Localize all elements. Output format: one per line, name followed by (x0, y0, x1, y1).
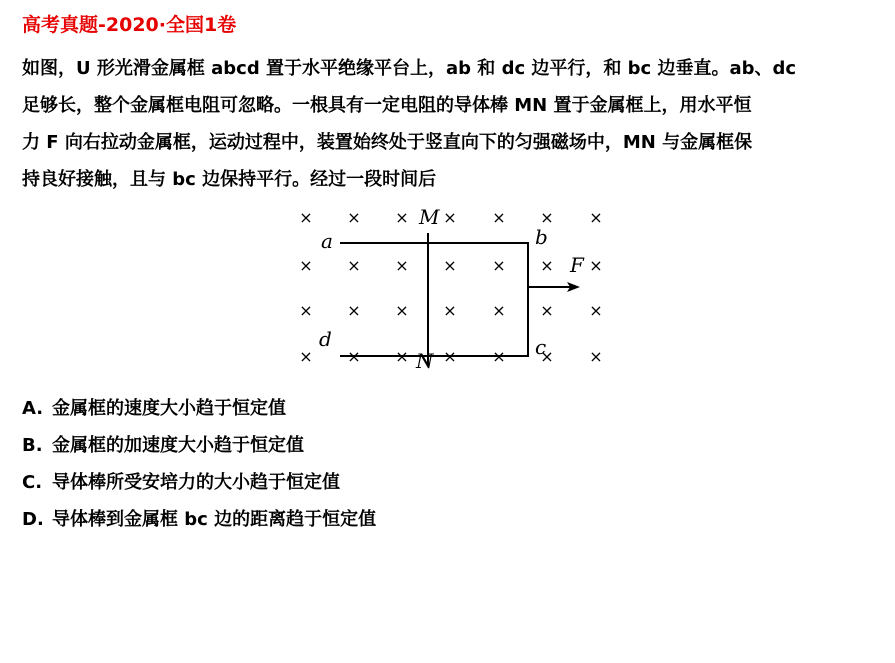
field-cross: × (395, 208, 409, 227)
label-b: b (535, 225, 548, 249)
field-cross: × (347, 208, 361, 227)
option-a[interactable] (22, 390, 376, 427)
field-cross: × (299, 347, 313, 366)
field-cross: × (443, 256, 457, 275)
field-cross: × (540, 208, 554, 227)
field-cross: × (299, 208, 313, 227)
circuit-diagram (290, 196, 620, 376)
option-c[interactable] (22, 464, 376, 501)
field-cross: × (395, 347, 409, 366)
option-text: 导体棒所受安培力的大小趋于恒定值 (52, 472, 340, 493)
option-letter: B. (22, 435, 43, 456)
label-f: F (570, 253, 584, 277)
question-stem (22, 50, 882, 198)
field-cross: × (589, 347, 603, 366)
stem-line: 持良好接触，且与 bc 边保持平行。经过一段时间后 (22, 169, 437, 190)
stem-line: 如图，U 形光滑金属框 abcd 置于水平绝缘平台上，ab 和 dc 边平行，和 bc 边垂直。ab、dc (22, 58, 797, 79)
field-cross: × (540, 347, 554, 366)
option-d[interactable] (22, 501, 376, 538)
stem-line: 足够长，整个金属框电阻可忽略。一根具有一定电阻的导体棒 MN 置于金属框上，用水平恒 (22, 95, 752, 116)
label-m: M (419, 205, 440, 229)
field-cross: × (492, 347, 506, 366)
field-cross: × (395, 256, 409, 275)
option-letter: D. (22, 509, 44, 530)
field-cross: × (299, 256, 313, 275)
field-cross: × (443, 347, 457, 366)
field-cross: × (492, 301, 506, 320)
field-cross: × (347, 347, 361, 366)
field-cross: × (492, 208, 506, 227)
option-b[interactable] (22, 427, 376, 464)
label-a: a (321, 229, 333, 253)
option-letter: A. (22, 398, 44, 419)
field-cross: × (492, 256, 506, 275)
field-cross: × (589, 301, 603, 320)
field-cross: × (347, 256, 361, 275)
field-cross: × (540, 256, 554, 275)
field-cross: × (589, 208, 603, 227)
field-cross: × (395, 301, 409, 320)
option-letter: C. (22, 472, 43, 493)
field-cross: × (589, 256, 603, 275)
answer-options (22, 390, 376, 538)
option-text: 导体棒到金属框 bc 边的距离趋于恒定值 (52, 509, 377, 530)
label-d: d (319, 327, 332, 351)
field-cross: × (443, 208, 457, 227)
field-cross: × (299, 301, 313, 320)
label-c: c (535, 335, 547, 359)
field-cross: × (443, 301, 457, 320)
option-text: 金属框的加速度大小趋于恒定值 (52, 435, 304, 456)
field-cross: × (540, 301, 554, 320)
question-title: 高考真题-2020·全国1卷 (22, 14, 237, 36)
option-text: 金属框的速度大小趋于恒定值 (52, 398, 286, 419)
field-cross: × (347, 301, 361, 320)
stem-line: 力 F 向右拉动金属框，运动过程中，装置始终处于竖直向下的匀强磁场中，MN 与金属框保 (22, 132, 753, 153)
label-n: N (416, 349, 434, 373)
